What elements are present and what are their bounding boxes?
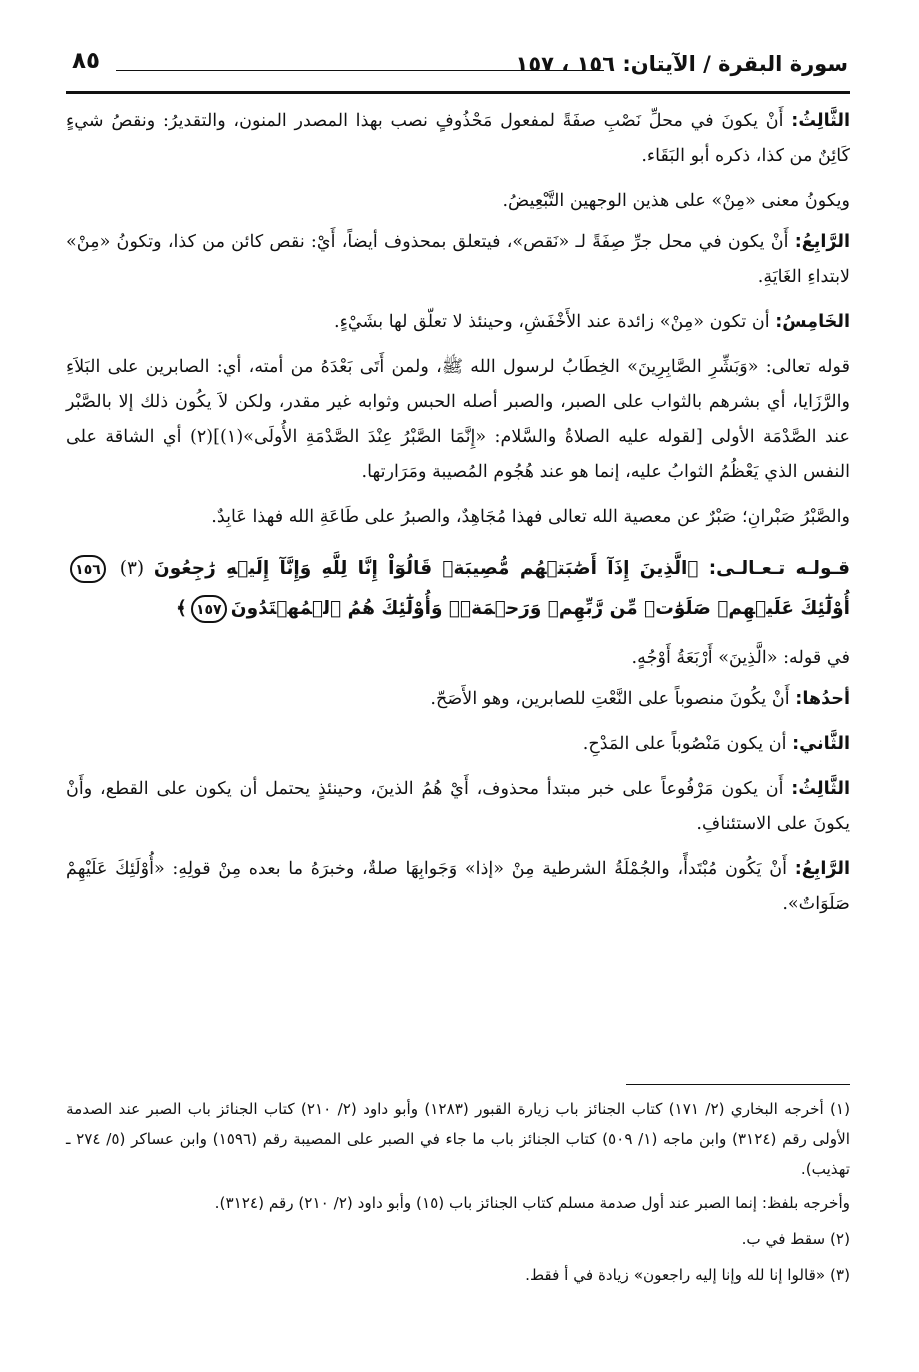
paragraph-text: أَنْ يكونَ في محلِّ نَصْبِ صفَةً لمفعول مَحْذُوفٍ نصب بهذا المصدر المنون، والتقديرُ: ونقصُ شيءٍ كَائِنٌ من كذا، ذكره أبو البَقَاء. [66,111,850,166]
footnote-2: (٢) سقط في ب. [741,1230,850,1248]
paragraph-label: الثَّالِثُ: [791,779,850,799]
paragraph-label: أحدُها: [795,689,850,709]
surah-title: سورة البقرة / الآيتان: ١٥٦ ، ١٥٧ [515,52,848,76]
paragraph-text: أَنْ يَكُون مُبْتَدأً، والجُمْلَةُ الشرطية مِنْ «إذا» وَجَوابِهَا صلةٌ، وخبرَهُ ما بعده مِنْ قولِهِ: «أُوْلَئِكَ عَلَيْهِمْ صَلَوَاتٌ». [66,859,850,914]
verse-text-156: الَّذِينَ إِذَآ أَصَٰبَتۡهُم مُّصِيبَةٞ قَالُوٓاْ إِنَّا لِلَّهِ وَإِنَّآ إِلَيۡهِ رَٰجِعُونَ [153,558,688,579]
paragraph-second-aspect [66,727,850,762]
paragraph-label: الثَّاني: [792,734,850,754]
footnote-3: (٣) «قالوا إنا لله وإنا إليه راجعون» زيادة في أ فقط. [525,1266,850,1284]
paragraph-third-aspect-2 [66,772,850,842]
paragraph-text: قوله تعالى: «وَبَشِّرِ الصَّابِرِينَ» الخِطَابُ لرسول الله ﷺ، ولمن أَتَى بَعْدَهُ من أمته، أي: الصابرين على البَلاَءِ والرَّزَايا، أي بشرهم بالثواب على الصبر، والصبر أصله الحبس وثوابه غير مقدر، ولكن لاَ يكُون ذلك إلا بالصَّبْر عند الصَّدْمَة الأولى [لقوله عليه الصلاةُ والسَّلام: «إِنَّمَا الصَّبْرُ عِنْدَ الصَّدْمَةِ الأُولَى»(١)](٢) أي الشاقة على النفس الذي يَعْظُمُ الثوابُ عليه، إنما هو عند هُجُوم المُصيبة ومَرَارتها. [66,357,850,482]
footnotes [66,1094,850,1296]
paragraph-text: أَن يكون مَرْفُوعاً على خبر مبتدأ محذوف، أَيْ هُمُ الذينَ، وحينئذٍ يحتمل أن يكون على القطع، وأَنْ يكونَ على الاستئنافِ. [66,779,850,834]
paragraph-fifth-aspect [66,305,850,340]
verse-close-bracket: ﴾ [175,598,187,619]
paragraph-label: الخَامِسُ: [775,312,850,332]
verse-open-bracket: ﴿ [687,558,699,579]
paragraph-text: أَنْ يكُونَ منصوباً على النَّعْتِ للصابرين، وهو الأَصَحّ. [430,689,796,709]
paragraph-meaning [66,184,850,219]
ayah-number-badge: ١٥٧ [191,595,227,623]
paragraph-commentary [66,350,850,490]
footnote-separator [626,1084,850,1085]
main-text [66,104,850,932]
quran-verse [66,549,850,629]
paragraph-text: والصَّبْرُ صَبْرانِ؛ صَبْرٌ عن معصية الله تعالى فهذا مُجَاهِدٌ، والصبرُ على طَاعَةِ الله فهذا عَابِدٌ. [211,507,850,527]
footnote-ref: (٣) [110,558,154,579]
paragraph-four-aspects [66,641,850,676]
paragraph-fourth-aspect [66,225,850,295]
paragraph-first-aspect [66,682,850,717]
paragraph-third-aspect [66,104,850,174]
paragraph-text: أن يكون مَنْصُوباً على المَدْحِ. [582,734,793,754]
paragraph-text: أَنْ يكون في محل جرِّ صِفَةً لـ «نَقص»، فيتعلق بمحذوف أيضاً، أَيْ: نقص كائن من كذا، وتكونُ «مِنْ» لابتداءِ الغَايَةِ. [66,232,850,287]
paragraph-text: ويكونُ معنى «مِنْ» على هذين الوجهين التَّبْعِيضُ. [502,191,850,211]
paragraph-text: في قوله: «الَّذِينَ» أَرْبَعَةُ أَوْجُهٍ. [631,648,850,668]
verse-text-157: أُوْلَٰٓئِكَ عَلَيۡهِمۡ صَلَوَٰتٞ مِّن رَّبِّهِمۡ وَرَحۡمَةٞۖ وَأُوْلَٰٓئِكَ هُمُ ٱلۡمُهۡتَدُونَ [230,598,850,619]
footnote-1: (١) أخرجه البخاري (٢/ ١٧١) كتاب الجنائز باب زيارة القبور (١٢٨٣) وأبو داود (٢/ ٢١٠) كتاب الجنائز باب الصبر عند الصدمة الأولى رقم (٣١٢٤) وابن ماجه (١/ ٥٠٩) كتاب الجنائز باب ما جاء في الصبر على المصيبة رقم (١٥٩٦) وابن عساكر (٥/ ٢٧٤ ـ تهذيب). [66,1100,850,1178]
running-header [66,40,850,94]
paragraph-patience [66,500,850,535]
paragraph-label: الرَّابِعُ: [794,232,850,252]
paragraph-label: الثَّالِثُ: [791,111,850,131]
ayah-number-badge: ١٥٦ [70,555,106,583]
page-number: ٨٥ [72,48,101,74]
paragraph-label: الرَّابِعُ: [794,859,850,879]
paragraph-fourth-aspect-2 [66,852,850,922]
paragraph-text: أن تكون «مِنْ» زائدة عند الأَخْفَشِ، وحينئذ لا تعلّق لها بشَيْءٍ. [333,312,776,332]
header-rule [116,70,604,71]
footnote-1-continued: وأخرجه بلفظ: إنما الصبر عند أول صدمة مسلم كتاب الجنائز باب (١٥) وأبو داود (٢/ ٢١٠) رقم (٣١٢٤). [214,1194,850,1212]
verse-intro: قـولـه تـعـالـى: [698,558,850,579]
